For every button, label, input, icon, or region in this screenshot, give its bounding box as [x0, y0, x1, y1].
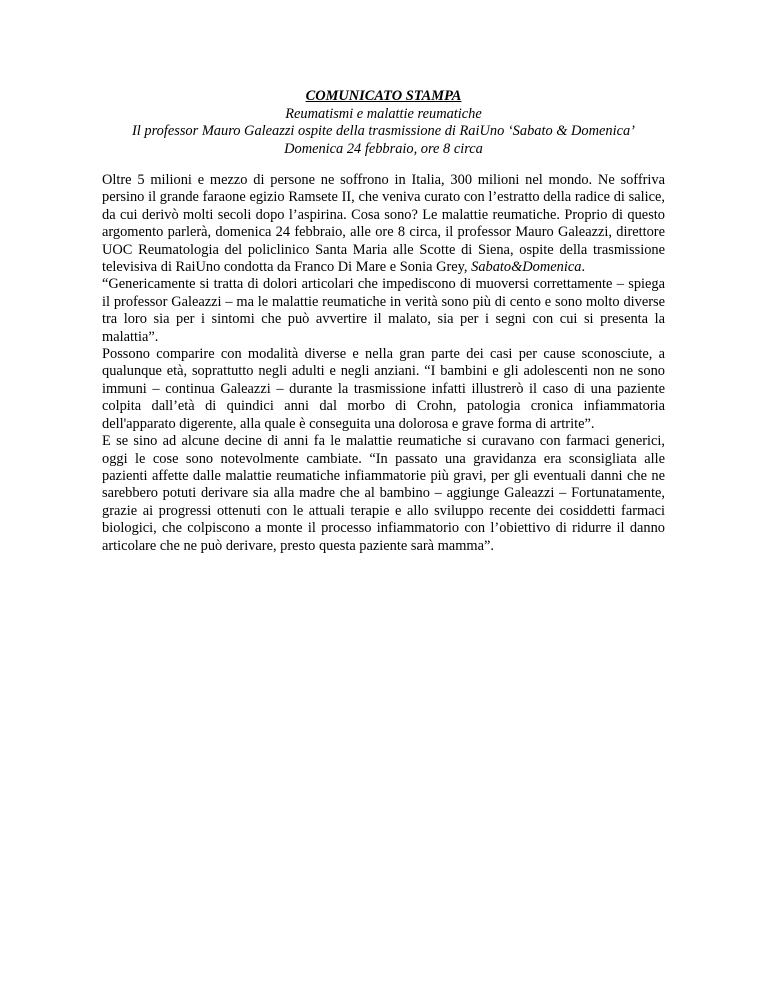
- document-title: COMUNICATO STAMPA: [305, 88, 462, 104]
- document-headline: Il professor Mauro Galeazzi ospite della trasmissione di RaiUno ‘Sabato & Domenica’: [132, 123, 635, 139]
- document-subtitle: Reumatismi e malattie reumatiche: [285, 105, 482, 122]
- body-paragraph-4: E se sino ad alcune decine di anni fa le malattie reumatiche si curavano con farmaci generici, oggi le cose sono notevolmente cambiate. “In passato una gravidanza era sconsigliata alle pazienti affette dalle malattie reumatiche infiammatorie più gravi, per gli eventuali danni che ne sarebbero potuti derivare sia alla madre che al bambino – aggiunge Galeazzi – Fortunatamente, grazie ai progressi ottenuti con le attuali terapie e allo sviluppo recente dei cosiddetti farmaci biologici, che colpiscono a monte il processo infiammatorio con l’obiettivo di ridurre il danno articolare che ne può derivare, presto questa paziente sarà mamma”.: [102, 433, 665, 554]
- body-paragraph-1: [102, 172, 665, 276]
- document-body: [102, 172, 665, 555]
- body-paragraph-2: “Genericamente si tratta di dolori articolari che impediscono di muoversi correttamente – spiega il professor Galeazzi – ma le malattie reumatiche in verità sono più di cento e sono molto diverse tra loro sia per i sintomi che può avvertire il malato, sia per i segni con cui si presenta la malattia”.: [102, 276, 665, 345]
- body-paragraph-3: Possono comparire con modalità diverse e nella gran parte dei casi per cause sconosciute, a qualunque età, soprattutto negli adulti e negli anziani. “I bambini e gli adolescenti non ne sono immuni – continua Galeazzi – durante la trasmissione infatti illustrerò il caso di una paziente colpita dall’età di quindici anni dal morbo di Crohn, patologia cronica infiammatoria dell'apparato digerente, alla quale è conseguita una dolorosa e grave forma di artrite”.: [102, 346, 665, 432]
- broadcast-date: Domenica 24 febbraio, ore 8 circa: [284, 140, 483, 157]
- paragraph-1-text: Oltre 5 milioni e mezzo di persone ne soffrono in Italia, 300 milioni nel mondo. Ne soffriva persino il grande faraone egizio Ramsete II, che veniva curato con l’estratto della radice di salice, da cui derivò molti secoli dopo l’aspirina. Cosa sono? Le malattie reumatiche. Proprio di questo argomento parlerà, domenica 24 febbraio, alle ore 8 circa, il professor Mauro Galeazzi, direttore UOC Reumatologia del policlinico Santa Maria alle Scotte di Siena, ospite della trasmissione televisiva di RaiUno condotta da Franco Di Mare e Sonia Grey,: [102, 172, 665, 276]
- document-page: [102, 88, 665, 555]
- paragraph-1-end: .: [581, 259, 586, 276]
- press-release-header: [102, 88, 665, 158]
- show-name: Sabato&Domenica: [471, 259, 582, 276]
